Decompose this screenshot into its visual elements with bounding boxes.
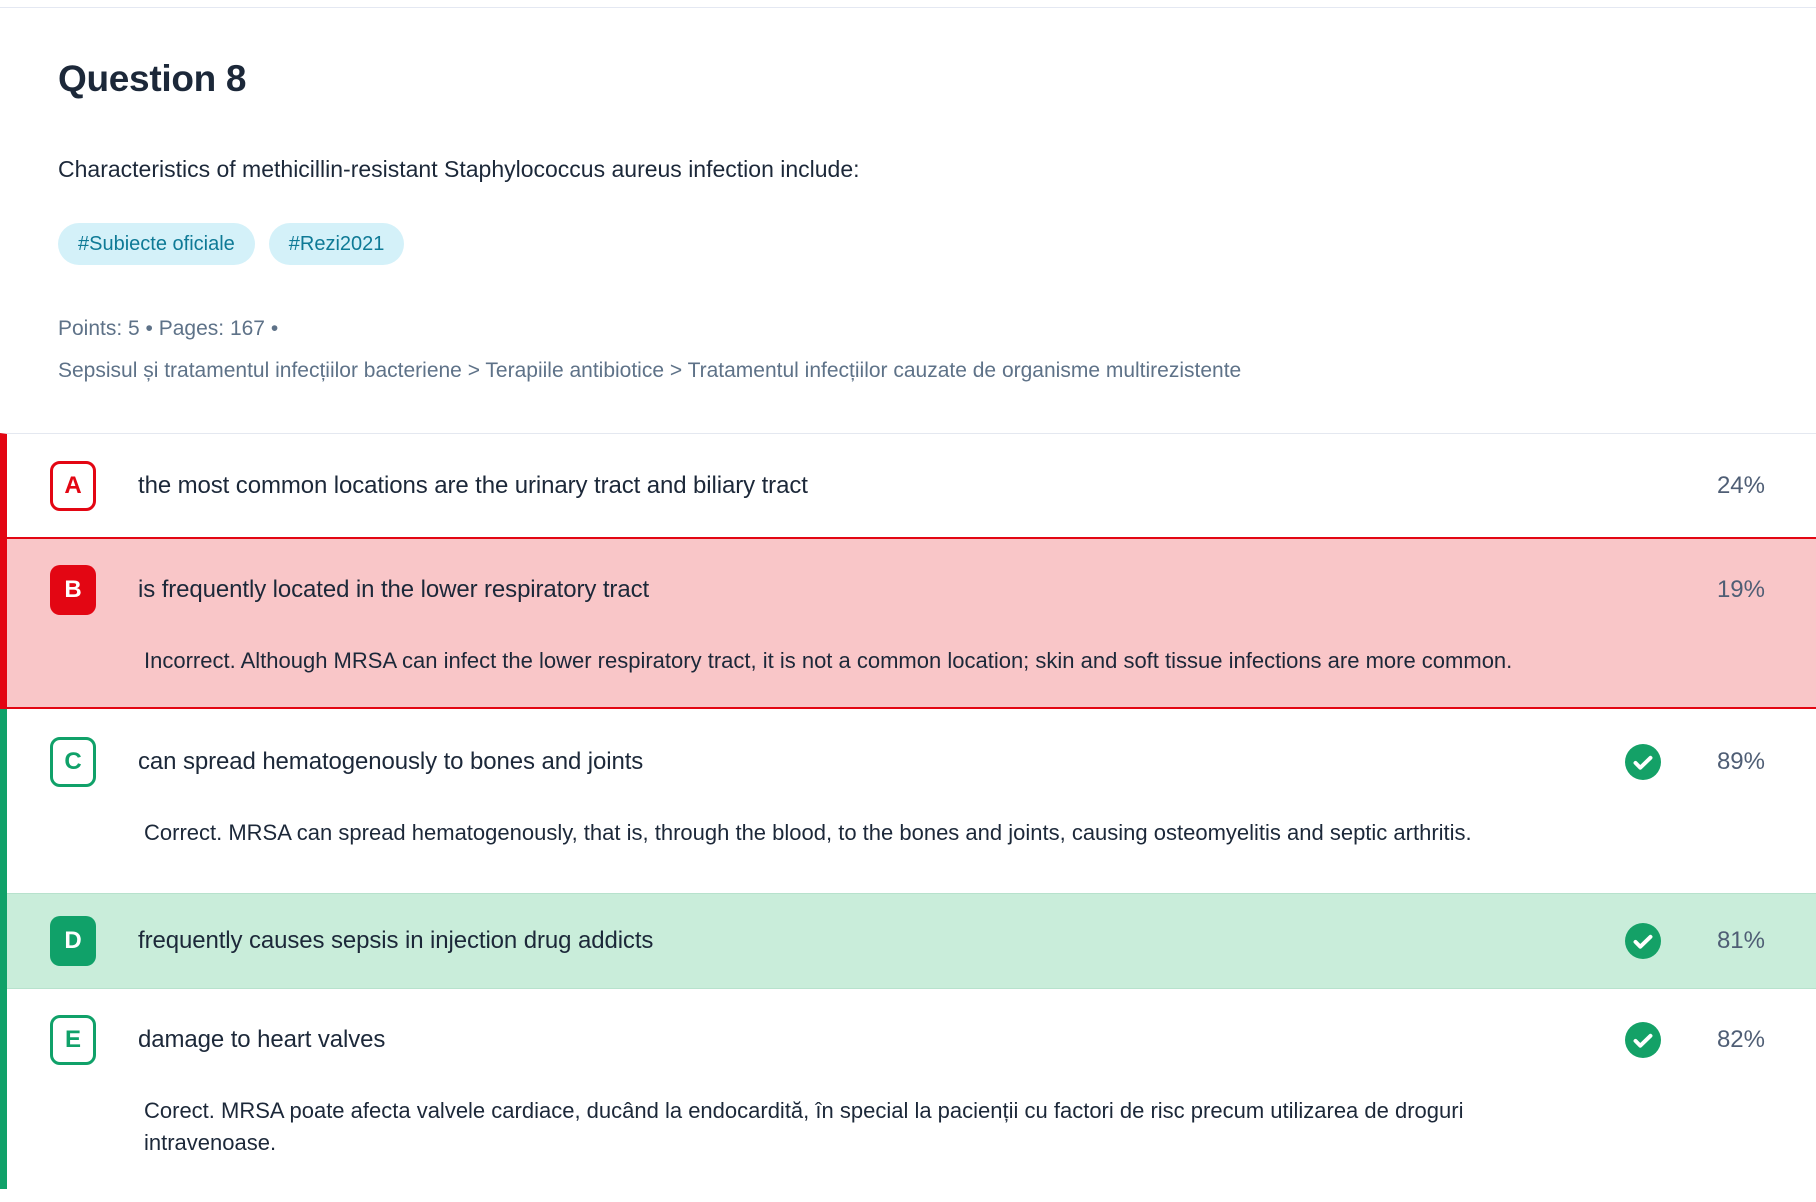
answer-text-b: is frequently located in the lower respiratory tract [138,576,650,604]
tag-subiecte-oficiale[interactable]: #Subiecte oficiale [58,223,255,265]
answer-row-a[interactable] [7,434,1816,537]
answer-percent-a: 24% [1716,471,1765,499]
breadcrumb[interactable]: Sepsisul și tratamentul infecțiilor bacteriene > Terapiile antibiotice > Tratamentul infecțiilor cauzate de organisme multirezistente [58,359,1242,383]
question-title: Question 8 [58,58,247,99]
correct-check-icon [1625,1022,1661,1058]
answer-row-e[interactable] [7,989,1816,1189]
answer-explanation-e: Corect. MRSA poate afecta valvele cardiace, ducând la endocardită, în special la pacienții cu factori de risc precum utilizarea de droguri intravenoase. [144,1098,1464,1156]
answer-list [0,433,1816,1189]
tag-list [58,223,1758,265]
answer-row-c[interactable] [7,709,1816,893]
answer-percent-c: 89% [1716,748,1765,776]
answer-badge-c: C [50,737,96,787]
answer-row-b[interactable] [7,537,1816,709]
answer-percent-d: 81% [1716,927,1765,955]
correct-check-icon [1625,923,1661,959]
answer-percent-e: 82% [1716,1026,1765,1054]
answer-text-c: can spread hematogenously to bones and joints [138,748,644,776]
answer-text-a: the most common locations are the urinary tract and biliary tract [138,471,808,499]
answer-explanation-b: Incorrect. Although MRSA can infect the lower respiratory tract, it is not a common location; skin and soft tissue infections are more common. [144,648,1513,674]
question-text: Characteristics of methicillin-resistant Staphylococcus aureus infection include: [58,155,860,182]
answer-text-e: damage to heart valves [138,1026,386,1054]
answer-badge-b: B [50,565,96,615]
answer-text-d: frequently causes sepsis in injection drug addicts [138,927,654,955]
answer-badge-a: A [50,461,96,511]
answer-row-d[interactable] [7,893,1816,989]
answer-explanation-c: Correct. MRSA can spread hematogenously, that is, through the blood, to the bones and joints, causing osteomyelitis and septic arthritis. [144,820,1472,846]
answer-badge-d: D [50,916,96,966]
correct-answer-group [0,709,1816,1189]
question-header [0,8,1816,433]
points-pages-meta: Points: 5 • Pages: 167 • [58,316,279,340]
page-top-divider [0,0,1816,8]
answer-percent-b: 19% [1716,576,1765,604]
tag-rezi2021[interactable]: #Rezi2021 [269,223,405,265]
correct-check-icon [1625,744,1661,780]
answer-badge-e: E [50,1015,96,1065]
incorrect-answer-group [0,433,1816,709]
